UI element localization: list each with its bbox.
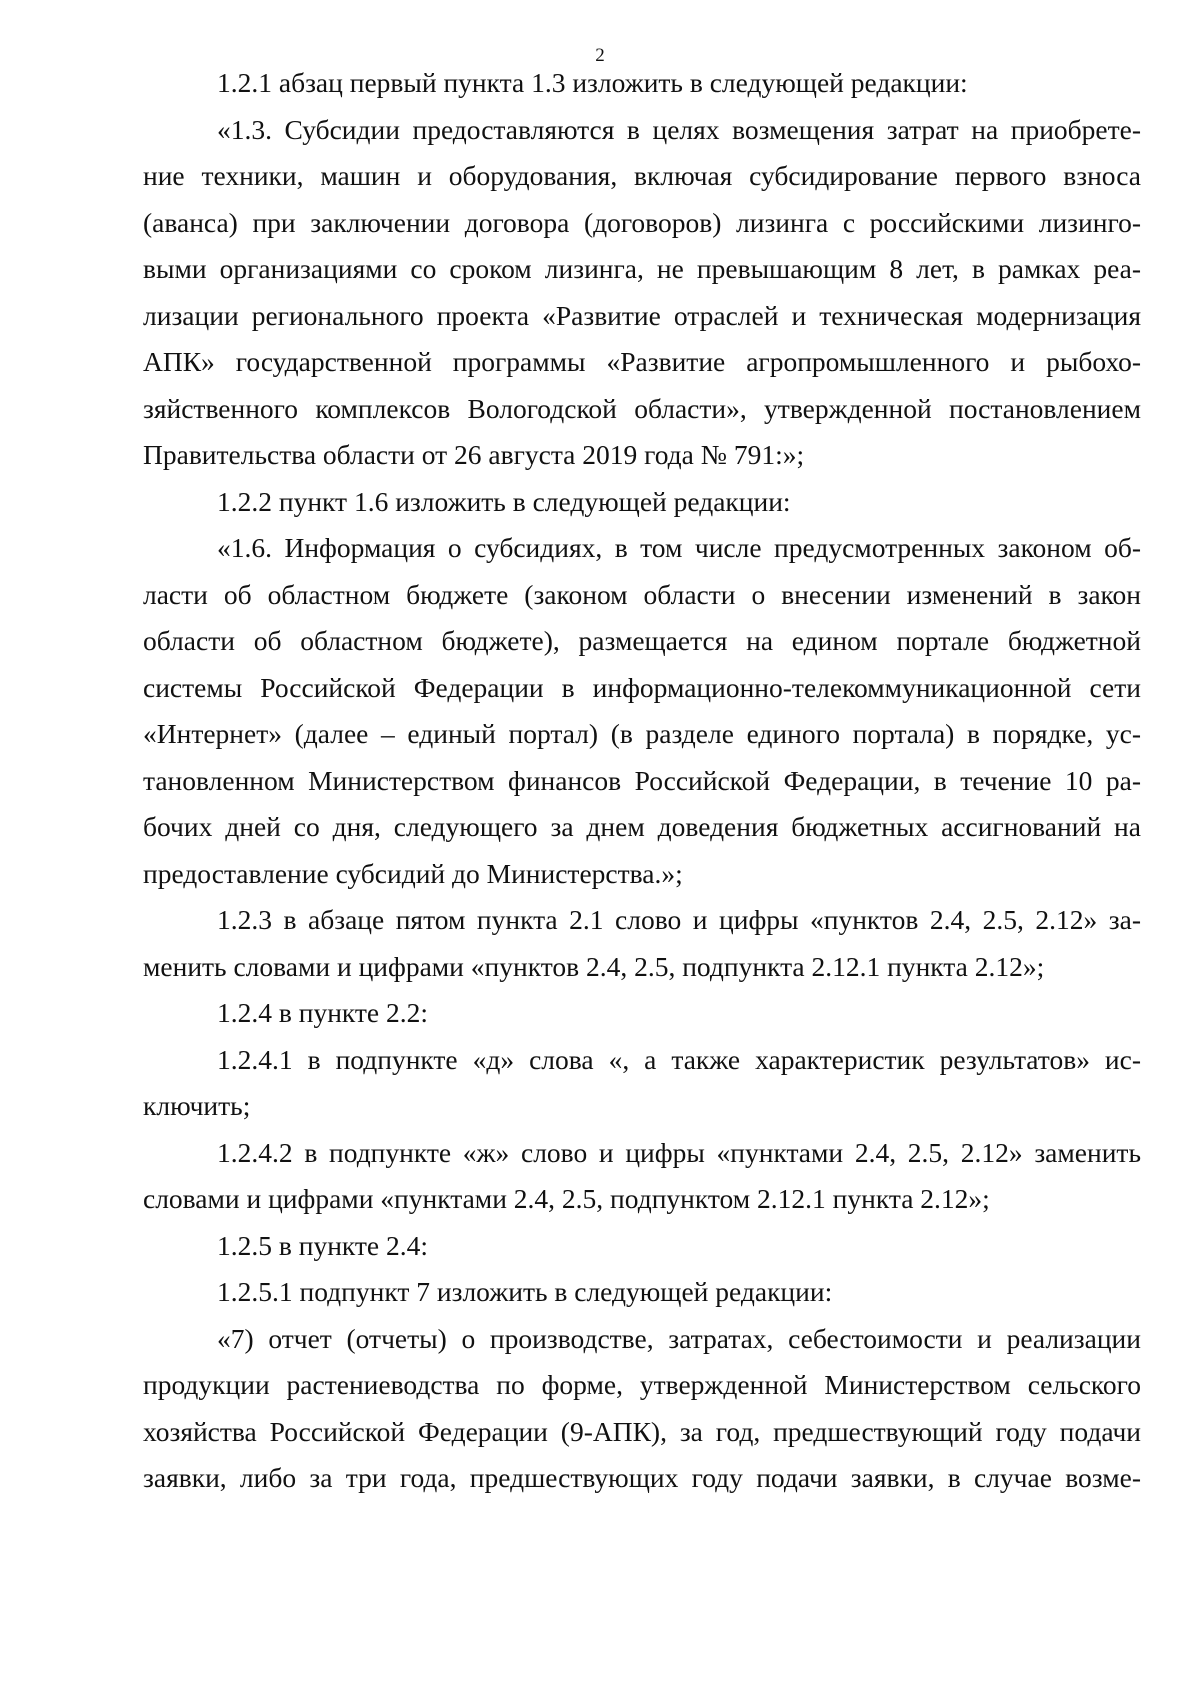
text-line: заявки, либо за три года, предшествующих году подачи заявки, в случае возме-: [143, 1462, 1141, 1493]
document-body: [143, 60, 1141, 1502]
text-line: тановленном Министерством финансов Российской Федерации, в течение 10 ра-: [143, 764, 1141, 796]
text-line: ние техники, машин и оборудования, включая субсидирование первого взноса: [143, 160, 1141, 191]
paragraph-1-2-2: [143, 479, 1141, 526]
text-line: 1.2.4.1 в подпункте «д» слова «, а также характеристик результатов» ис-: [217, 1043, 1141, 1075]
page-number: 2: [595, 45, 605, 66]
paragraph-1-3-quote: [143, 107, 1141, 479]
text-line: системы Российской Федерации в информационно-телекоммуникационной сети: [143, 671, 1141, 703]
text-line: 1.2.2 пункт 1.6 изложить в следующей редакции:: [217, 485, 791, 517]
text-line: ласти об областном бюджете (законом области о внесении изменений в закон: [143, 578, 1141, 610]
text-line: 1.2.1 абзац первый пункта 1.3 изложить в следующей редакции:: [217, 67, 968, 98]
paragraph-1-2-4-1: [143, 1037, 1141, 1130]
text-line: 1.2.3 в абзаце пятом пункта 2.1 слово и цифры «пунктов 2.4, 2.5, 2.12» за-: [217, 904, 1141, 935]
text-line: хозяйства Российской Федерации (9-АПК), за год, предшествующий году подачи: [143, 1415, 1141, 1447]
paragraph-1-2-4: [143, 990, 1141, 1037]
text-line: предоставление субсидий до Министерства.»;: [143, 857, 683, 889]
text-line: области об областном бюджете), размещается на едином портале бюджетной: [143, 625, 1141, 656]
text-line: Правительства области от 26 августа 2019 года № 791:»;: [143, 439, 805, 470]
text-line: «7) отчет (отчеты) о производстве, затратах, себестоимости и реализации: [217, 1322, 1141, 1354]
text-line: продукции растениеводства по форме, утвержденной Министерством сельского: [143, 1369, 1141, 1400]
text-line: 1.2.4.2 в подпункте «ж» слово и цифры «пунктами 2.4, 2.5, 2.12» заменить: [217, 1136, 1141, 1168]
text-line: «1.6. Информация о субсидиях, в том числе предусмотренных законом об-: [217, 532, 1141, 563]
text-line: бочих дней со дня, следующего за днем доведения бюджетных ассигнований на: [143, 811, 1141, 842]
paragraph-1-2-5: [143, 1223, 1141, 1270]
paragraph-7-quote: [143, 1316, 1141, 1502]
text-line: (аванса) при заключении договора (договоров) лизинга с российскими лизинго-: [143, 206, 1141, 238]
text-line: зяйственного комплексов Вологодской области», утвержденной постановлением: [143, 392, 1141, 424]
text-line: 1.2.4 в пункте 2.2:: [217, 997, 429, 1028]
text-line: ключить;: [143, 1090, 251, 1121]
text-line: лизации регионального проекта «Развитие отраслей и техническая модернизация: [143, 299, 1141, 331]
text-line: 1.2.5 в пункте 2.4:: [217, 1229, 429, 1261]
paragraph-1-2-4-2: [143, 1130, 1141, 1223]
paragraph-1-2-5-1: [143, 1269, 1141, 1316]
text-line: выми организациями со сроком лизинга, не превышающим 8 лет, в рамках реа-: [143, 253, 1141, 284]
text-line: «Интернет» (далее – единый портал) (в разделе единого портала) в порядке, ус-: [143, 718, 1141, 749]
paragraph-1-2-1: [143, 60, 1141, 107]
paragraph-1-2-3: [143, 897, 1141, 990]
text-line: 1.2.5.1 подпункт 7 изложить в следующей редакции:: [217, 1276, 833, 1307]
text-line: АПК» государственной программы «Развитие агропромышленного и рыбохо-: [143, 346, 1141, 377]
text-line: «1.3. Субсидии предоставляются в целях возмещения затрат на приобрете-: [217, 113, 1141, 145]
text-line: словами и цифрами «пунктами 2.4, 2.5, подпунктом 2.12.1 пункта 2.12»;: [143, 1183, 990, 1214]
text-line: менить словами и цифрами «пунктов 2.4, 2.5, подпункта 2.12.1 пункта 2.12»;: [143, 950, 1045, 982]
paragraph-1-6-quote: [143, 525, 1141, 897]
